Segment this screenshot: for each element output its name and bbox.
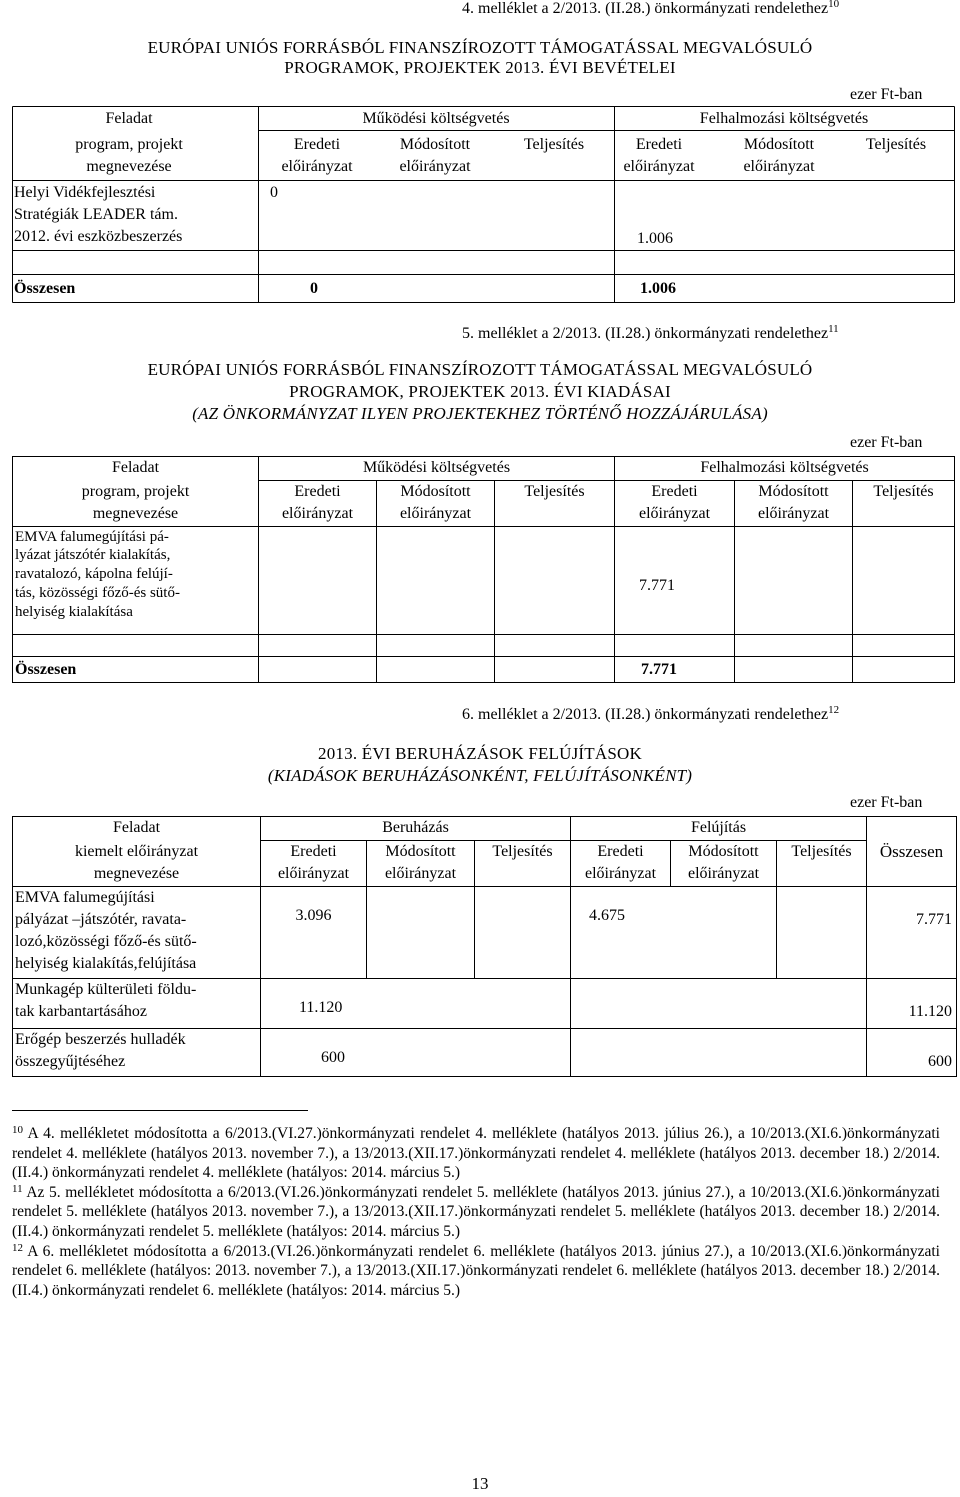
annex4-row-name-line1: Helyi Vidékfejlesztési	[14, 184, 156, 201]
annex5-header-f-modositott-cell	[735, 481, 853, 527]
footnotes	[12, 1124, 940, 1300]
annex6-row3-beruhazas-eredeti: 600	[321, 1049, 345, 1066]
annex6-row1-osszesen-cell	[867, 887, 957, 979]
annex5-header-f-modositott-eloir: előirányzat	[757, 505, 830, 522]
annex6-header-f-teljesites: Teljesítés	[791, 843, 852, 860]
annex5-header-f-teljesites-cell	[853, 481, 955, 527]
annex4-header-m-eredeti-eloir: előirányzat	[281, 158, 353, 175]
annex5-row-name-line5: helyiség kialakítása	[15, 604, 133, 620]
annex5-total-felhalmozasi: 7.771	[641, 661, 678, 678]
footnote-ref-12[interactable]: 12	[828, 704, 840, 716]
annex4-row-name-line3: 2012. évi eszközbeszerzés	[14, 228, 183, 245]
annex6-row1-name-line2: pályázat –játszótér, ravata-	[15, 911, 187, 928]
annex4-total-mukodesi: 0	[310, 280, 318, 297]
annex6-reference: 6. melléklet a 2/2013. (II.28.) önkormányzati rendelethez$^{12}$	[462, 704, 840, 723]
annex5-row-name-line2: lyázat játszótér kialakítás,	[15, 547, 171, 563]
annex4-header-m-modositott-eloir: előirányzat	[399, 158, 471, 175]
annex5-title-line1: EURÓPAI UNIÓS FORRÁSBÓL FINANSZÍROZOTT TÁMOGATÁSSAL MEGVALÓSULÓ	[147, 360, 813, 379]
annex6-row1-beruhazas-eredeti: 3.096	[295, 907, 332, 924]
annex5-spacer-label	[13, 635, 259, 657]
annex5-unit: ezer Ft-ban	[850, 434, 923, 451]
annex6-header-f-eredeti-eloir: előirányzat	[584, 865, 657, 882]
annex4-total-felhalmozasi: 1.006	[640, 280, 676, 297]
footnote-ref-11[interactable]: 11	[828, 323, 839, 335]
annex5-header-f-teljesites: Teljesítés	[873, 483, 934, 500]
annex6-row1-name-line4: helyiség kialakítás,felújítása	[15, 955, 197, 972]
annex5-reference: 5. melléklet a 2/2013. (II.28.) önkormányzati rendelethez$^{11}$	[462, 323, 839, 342]
annex6-header-b-teljesites-cell	[475, 841, 571, 887]
footnote-separator	[12, 1110, 308, 1111]
annex5-row-name-cell	[13, 527, 259, 635]
annex4-title-line1: EURÓPAI UNIÓS FORRÁSBÓL FINANSZÍROZOTT TÁMOGATÁSSAL MEGVALÓSULÓ	[147, 38, 813, 57]
annex6-row3-osszesen: 600	[928, 1053, 953, 1070]
annex6-row3-osszesen-cell	[867, 1029, 957, 1077]
annex5-row-felhalmozasi-eredeti: 7.771	[639, 577, 676, 594]
annex6-row2-beruhazas-eredeti: 11.120	[299, 999, 343, 1016]
annex6-header-felujitas-cell	[571, 817, 867, 841]
annex6-row2-b-eredeti-cell	[261, 979, 571, 1029]
footnote-ref-10[interactable]: 10	[828, 0, 840, 10]
annex6-header-osszesen-cell	[867, 817, 957, 887]
annex5-header-m-eredeti-cell	[259, 481, 377, 527]
annex5-row-f-teljesites	[853, 527, 955, 635]
annex6-row1-osszesen: 7.771	[916, 911, 953, 928]
annex4-header-f-teljesites: Teljesítés	[865, 136, 927, 153]
annex5-row-f-eredeti-cell	[615, 527, 735, 635]
annex6-header-f-modositott-eloir: előirányzat	[687, 865, 760, 882]
footnote-10: $^{10}$ A 4. mellékletet módosította a 6/2013.(VI.27.)önkormányzati rendelet 4. melléklete (hatályos 2013. július 26.), a 10/2013.(XI.6.)önkormányzati rendelet 4. melléklete (hatályos 2013. november 7.), a 13/2013.(XII.17.)önkormányzati rendelet 4. melléklete (hatályos 2013. december 18.) 2/2014.(II.4.) önkormányzati rendelet 4. melléklete (hatályos: 2014. március 5.)	[12, 1124, 940, 1182]
annex5-title-line2: PROGRAMOK, PROJEKTEK 2013. ÉVI KIADÁSAI	[289, 382, 671, 401]
annex5-header-m-teljesites: Teljesítés	[524, 483, 585, 500]
annex4-reference: 4. melléklet a 2/2013. (II.28.) önkormányzati rendelethez$^{10}$	[462, 0, 840, 17]
annex5-header-felhalmozasi: Felhalmozási költségvetés	[700, 459, 869, 476]
annex4-row-mukodesi-eredeti: 0	[270, 184, 278, 201]
annex5-row-m-modositott	[377, 527, 495, 635]
annex6-unit: ezer Ft-ban	[850, 794, 923, 811]
annex4-header-m-modositott: Módosított	[399, 136, 471, 153]
annex5-row-name-line4: tás, közösségi főző-és sütő-	[15, 585, 180, 601]
annex4-unit: ezer Ft-ban	[850, 86, 923, 103]
annex5-header-f-eredeti-eloir: előirányzat	[638, 505, 711, 522]
annex5-row-name-line1: EMVA falumegújítási pá-	[15, 529, 169, 545]
footnote-12: $^{12}$ A 6. mellékletet módosította a 6/2013.(VI.26.)önkormányzati rendelet 6. melléklete (hatályos 2013. június 27.), a 10/2013.(XI.6.)önkormányzati rendelet 6. melléklete (hatályos: 2013. november 7.), a 13/2013.(XII.17.)önkormányzati rendelet 6. melléklete (hatályos 2013. december 18.) 2/2014.(II.4.) önkormányzati rendelet 6. melléklete (hatályos: 2014. március 5.)	[12, 1241, 940, 1299]
annex6-row3-name-line2: összegyűjtéséhez	[15, 1053, 126, 1070]
annex6-header-b-teljesites: Teljesítés	[492, 843, 553, 860]
annex5-header-feladat-cell	[13, 457, 259, 527]
annex6-header-feladat: Feladat	[112, 819, 161, 836]
annex4-header-felhalmozasi: Felhalmozási költségvetés	[699, 110, 869, 127]
annex4-header-program: program, projekt	[75, 136, 183, 153]
annex6-row1-felujitas-eredeti: 4.675	[589, 907, 626, 924]
annex6-row1-name-line1: EMVA falumegújítási	[15, 889, 155, 906]
annex5-header-m-modositott-cell	[377, 481, 495, 527]
annex5-header-m-modositott: Módosított	[400, 483, 471, 500]
annex5-title-line3: (AZ ÖNKORMÁNYZAT ILYEN PROJEKTEKHEZ TÖRTÉNŐ HOZZÁJÁRULÁSA)	[192, 404, 768, 423]
annex6-row1-name-cell	[13, 887, 261, 979]
annex6-table	[12, 816, 957, 1077]
annex5-header-m-eredeti: Eredeti	[294, 483, 341, 500]
annex5-total-f-eredeti-cell	[615, 657, 735, 683]
annex4-header-f-eredeti-eloir: előirányzat	[623, 158, 695, 175]
annex6-row3-name-cell	[13, 1029, 261, 1077]
annex6-row3-b-eredeti-cell	[261, 1029, 571, 1077]
annex5-header-feladat: Feladat	[111, 459, 160, 476]
annex4-header-feladat: Feladat	[105, 110, 153, 127]
annex6-header-f-teljesites-cell	[777, 841, 867, 887]
annex4-table-lines	[0, 0, 960, 330]
annex6-row1-b-eredeti-cell	[261, 887, 367, 979]
page-number: 13	[471, 1474, 489, 1493]
annex4-row-name-line2: Stratégiák LEADER tám.	[14, 206, 178, 223]
annex5-header-felhalmozasi-cell	[615, 457, 955, 481]
annex5-header-f-modositott: Módosított	[758, 483, 829, 500]
annex5-header-mukodesi-cell	[259, 457, 615, 481]
annex4-total-label: Összesen	[14, 280, 76, 297]
annex5-row-m-eredeti	[259, 527, 377, 635]
annex5-row-name-line3: ravatalozó, kápolna felújí-	[15, 566, 173, 582]
annex6-header-beruhazas-cell	[261, 817, 571, 841]
annex4-header-m-teljesites: Teljesítés	[523, 136, 585, 153]
annex6-header-b-eredeti-eloir: előirányzat	[277, 865, 350, 882]
footnote-11: $^{11}$ Az 5. mellékletet módosította a 6/2013.(VI.26.)önkormányzati rendelet 5. melléklete (hatályos 2013. június 27.), a 10/2013.(XI.6.)önkormányzati rendelet 5. melléklete (hatályos 2013. november 7.), a 13/2013.(XII.17.)önkormányzati rendelet 5. melléklete (hatályos 2013. december 18.) 2/2014.(II.4.) önkormányzati rendelet 5. melléklete (hatályos: 2014. március 5.)	[12, 1182, 940, 1240]
annex6-header-feladat-cell	[13, 817, 261, 887]
annex6-header-beruhazas: Beruházás	[382, 819, 449, 836]
annex4-header-f-modositott: Módosított	[743, 136, 815, 153]
annex6-header-b-modositott-cell	[367, 841, 475, 887]
annex6-header-b-eredeti: Eredeti	[290, 843, 337, 860]
annex5-total-label-cell	[13, 657, 259, 683]
annex6-row1-name-line3: lozó,közösségi főző-és sütő-	[15, 933, 197, 950]
annex6-header-kiemelt: kiemelt előirányzat	[74, 843, 199, 860]
annex6-row2-osszesen: 11.120	[908, 1003, 953, 1020]
annex6-header-b-eredeti-cell	[261, 841, 367, 887]
annex5-total-label: Összesen	[15, 661, 77, 678]
annex5-header-m-eredeti-eloir: előirányzat	[281, 505, 354, 522]
annex6-header-b-modositott: Módosított	[385, 843, 456, 860]
annex6-title-line2: (KIADÁSOK BERUHÁZÁSONKÉNT, FELÚJÍTÁSONKÉNT)	[267, 766, 693, 785]
annex4-header-megnevezese: megnevezése	[86, 158, 172, 175]
annex6-header-megnevezese: megnevezése	[93, 865, 180, 882]
annex5-header-megnevezese: megnevezése	[92, 505, 179, 522]
annex6-row2-name-line1: Munkagép külterületi földu-	[15, 981, 197, 998]
annex6-header-f-eredeti: Eredeti	[597, 843, 644, 860]
annex4-header-m-eredeti: Eredeti	[293, 136, 341, 153]
annex6-row2-name-cell	[13, 979, 261, 1029]
annex5-header-program: program, projekt	[81, 483, 190, 500]
annex5-table	[12, 456, 955, 683]
annex5-header-m-modositott-eloir: előirányzat	[399, 505, 472, 522]
annex5-header-m-teljesites-cell	[495, 481, 615, 527]
annex4-row-felhalmozasi-eredeti: 1.006	[637, 230, 673, 247]
annex5-row-m-teljesites	[495, 527, 615, 635]
annex4-title-line2: PROGRAMOK, PROJEKTEK 2013. ÉVI BEVÉTELEI	[284, 58, 676, 77]
annex6-row1-f-eredeti-cell	[571, 887, 777, 979]
annex6-header-osszesen: Összesen	[879, 842, 944, 861]
annex4-header-f-modositott-eloir: előirányzat	[743, 158, 815, 175]
annex6-row2-name-line2: tak karbantartásához	[15, 1003, 147, 1020]
annex6-row2-osszesen-cell	[867, 979, 957, 1029]
annex6-header-f-eredeti-cell	[571, 841, 671, 887]
annex5-header-f-eredeti-cell	[615, 481, 735, 527]
annex5-row-f-modositott	[735, 527, 853, 635]
annex6-header-felujitas: Felújítás	[690, 819, 747, 836]
annex6-row3-name-line1: Erőgép beszerzés hulladék	[15, 1031, 186, 1048]
annex6-header-f-modositott: Módosított	[688, 843, 759, 860]
annex5-header-f-eredeti: Eredeti	[651, 483, 698, 500]
annex6-header-f-modositott-cell	[671, 841, 777, 887]
annex5-header-mukodesi: Működési költségvetés	[362, 459, 511, 476]
annex6-title-line1: 2013. ÉVI BERUHÁZÁSOK FELÚJÍTÁSOK	[318, 744, 642, 763]
annex4-header-mukodesi: Működési költségvetés	[362, 110, 510, 127]
annex4-header-f-eredeti: Eredeti	[635, 136, 683, 153]
annex6-header-b-modositott-eloir: előirányzat	[384, 865, 457, 882]
